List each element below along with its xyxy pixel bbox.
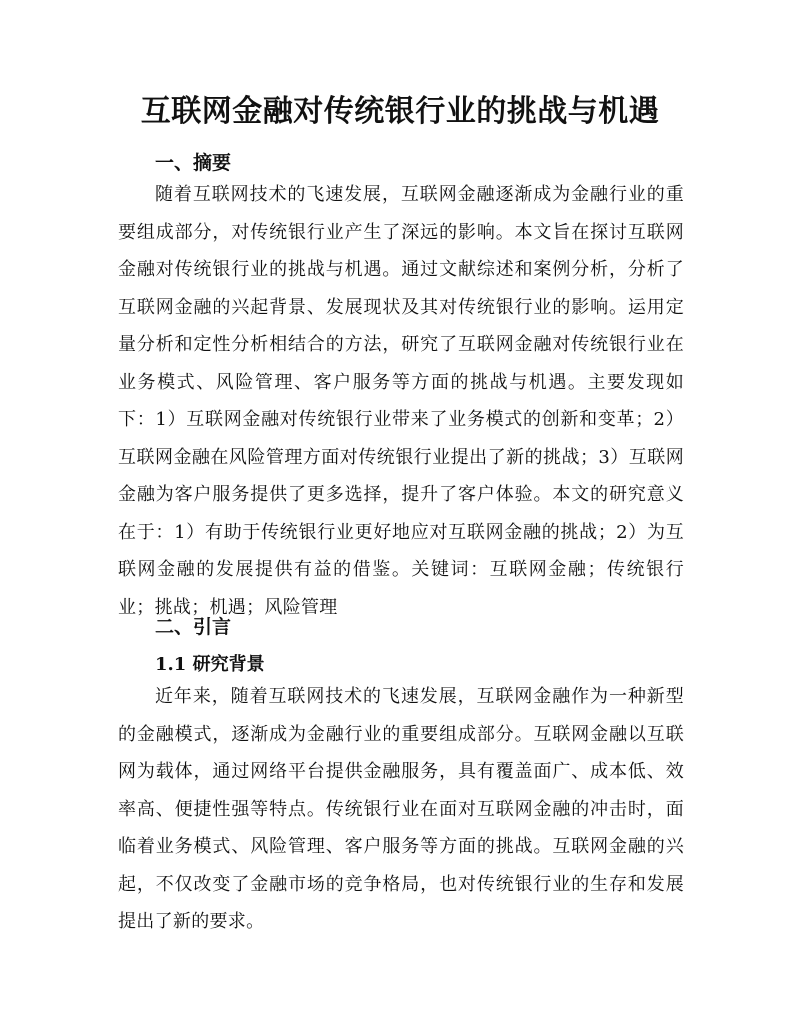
research-background-paragraph: 近年来，随着互联网技术的飞速发展，互联网金融作为一种新型的金融模式，逐渐成为金融行业的重要组成部分。互联网金融以互联网为载体，通过网络平台提供金融服务，具有覆盖面广、成本低、效率高、便捷性强等特点。传统银行业在面对互联网金融的冲击时，面临着业务模式、风险管理、客户服务等方面的挑战。互联网金融的兴起，不仅改变了金融市场的竞争格局，也对传统银行业的生存和发展提出了新的要求。	[118, 686, 684, 932]
abstract-paragraph: 随着互联网技术的飞速发展，互联网金融逐渐成为金融行业的重要组成部分，对传统银行业产生了深远的影响。本文旨在探讨互联网金融对传统银行业的挑战与机遇。通过文献综述和案例分析，分析了互联网金融的兴起背景、发展现状及其对传统银行业的影响。运用定量分析和定性分析相结合的方法，研究了互联网金融对传统银行业在业务模式、风险管理、客户服务等方面的挑战与机遇。主要发现如下：1）互联网金融对传统银行业带来了业务模式的创新和变革；2）互联网金融在风险管理方面对传统银行业提出了新的挑战；3）互联网金融为客户服务提供了更多选择，提升了客户体验。本文的研究意义在于：1）有助于传统银行业更好地应对互联网金融的挑战；2）为互联网金融的发展提供有益的借鉴。关键词：互联网金融；传统银行业；挑战；机遇；风险管理	[118, 184, 684, 618]
research-background-heading: 1.1 研究背景	[155, 654, 265, 675]
abstract-heading: 一、摘要	[155, 152, 232, 174]
introduction-heading: 二、引言	[155, 616, 232, 638]
document-title: 互联网金融对传统银行业的挑战与机遇	[140, 94, 660, 129]
